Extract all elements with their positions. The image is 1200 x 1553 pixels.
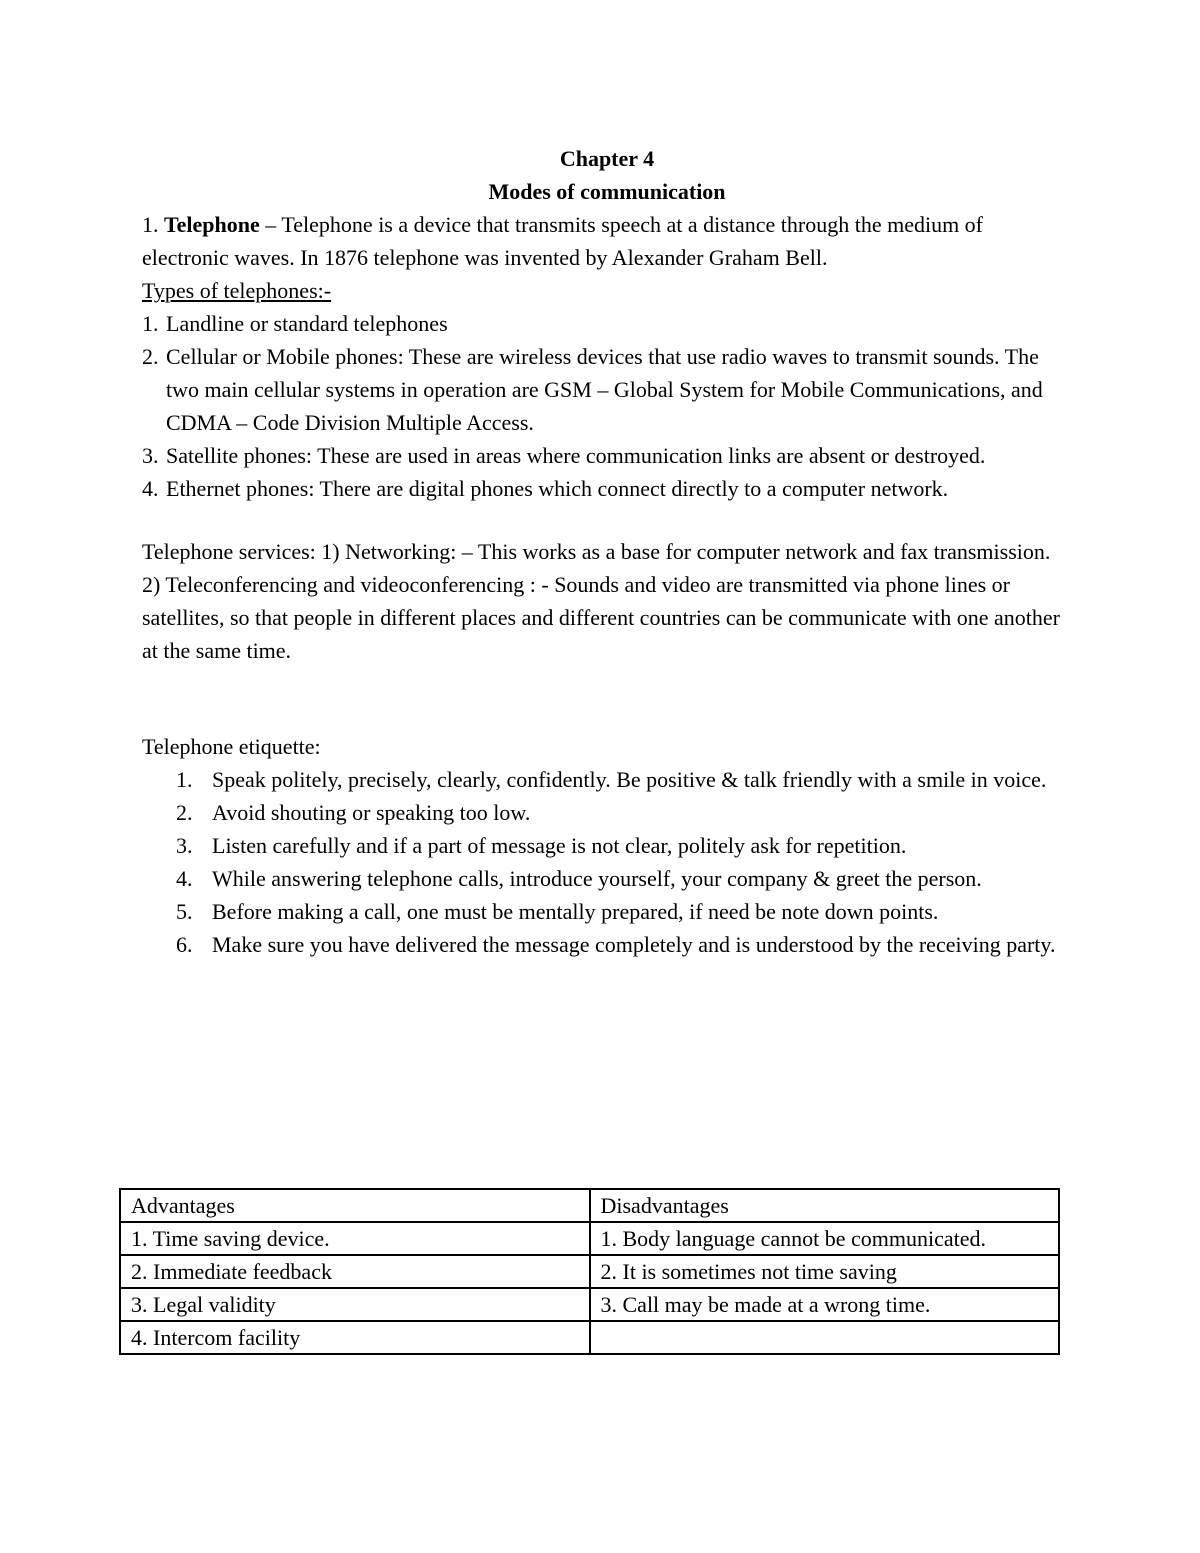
- table-header-cell: Disadvantages: [590, 1189, 1060, 1222]
- types-list: [142, 307, 1072, 505]
- table-cell: 2. Immediate feedback: [120, 1255, 590, 1288]
- table-cell: 3. Call may be made at a wrong time.: [590, 1288, 1060, 1321]
- document-body: [142, 142, 1072, 961]
- table-row: [120, 1255, 1059, 1288]
- list-item: [142, 307, 1072, 340]
- list-item-number: 3.: [142, 443, 159, 468]
- list-item-number: 1.: [176, 767, 193, 792]
- intro-paragraph: [142, 208, 1072, 274]
- table-cell: [590, 1321, 1060, 1354]
- list-item-number: 2.: [142, 344, 159, 369]
- list-item: [142, 829, 1072, 862]
- table-header-cell: Advantages: [120, 1189, 590, 1222]
- list-item: [142, 340, 1072, 439]
- list-item-text: While answering telephone calls, introduce yourself, your company & greet the person.: [212, 866, 982, 891]
- services-paragraph-1: Telephone services: 1) Networking: – This works as a base for computer network and fax transmission.: [142, 539, 1051, 564]
- spacer: [142, 505, 1072, 535]
- list-item-text: Satellite phones: These are used in areas where communication links are absent or destroyed.: [166, 443, 986, 468]
- list-item-number: 1.: [142, 311, 159, 336]
- list-item: [142, 796, 1072, 829]
- list-item-text: Ethernet phones: There are digital phones which connect directly to a computer network.: [166, 476, 949, 501]
- list-item-number: 2.: [176, 800, 193, 825]
- table-cell: 2. It is sometimes not time saving: [590, 1255, 1060, 1288]
- advantages-table: [119, 1188, 1060, 1355]
- intro-text: – Telephone is a device that transmits speech at a distance through the medium of electronic waves. In 1876 telephone was invented by Alexander Graham Bell.: [142, 212, 984, 270]
- intro-term: Telephone: [164, 212, 260, 237]
- table-cell: 1. Body language cannot be communicated.: [590, 1222, 1060, 1255]
- intro-number: 1.: [142, 212, 159, 237]
- list-item: [142, 439, 1072, 472]
- table-cell: 1. Time saving device.: [120, 1222, 590, 1255]
- page-title: Modes of communication: [488, 179, 726, 204]
- list-item: [142, 763, 1072, 796]
- list-item-number: 5.: [176, 899, 193, 924]
- spacer: [142, 667, 1072, 730]
- list-item: [142, 472, 1072, 505]
- list-item-text: Listen carefully and if a part of message is not clear, politely ask for repetition.: [212, 833, 907, 858]
- list-item-number: 3.: [176, 833, 193, 858]
- list-item: [142, 862, 1072, 895]
- etiquette-heading: Telephone etiquette:: [142, 734, 321, 759]
- etiquette-list: [142, 763, 1072, 961]
- list-item-text: Make sure you have delivered the message completely and is understood by the receiving party.: [212, 932, 1056, 957]
- table-row: [120, 1288, 1059, 1321]
- table-row: [120, 1222, 1059, 1255]
- list-item-text: Landline or standard telephones: [166, 311, 448, 336]
- list-item-text: Avoid shouting or speaking too low.: [212, 800, 531, 825]
- list-item: [142, 895, 1072, 928]
- types-heading: Types of telephones:-: [142, 278, 332, 303]
- list-item-text: Speak politely, precisely, clearly, confidently. Be positive & talk friendly with a smile in voice.: [212, 767, 1047, 792]
- list-item-number: 4.: [176, 866, 193, 891]
- table-header-row: [120, 1189, 1059, 1222]
- list-item: [142, 928, 1072, 961]
- table-cell: 4. Intercom facility: [120, 1321, 590, 1354]
- list-item-number: 6.: [176, 932, 193, 957]
- list-item-number: 4.: [142, 476, 159, 501]
- chapter-heading: Chapter 4: [559, 146, 655, 171]
- list-item-text: Cellular or Mobile phones: These are wireless devices that use radio waves to transmit sounds. The two main cellular systems in operation are GSM – Global System for Mobile Communications, and CDMA – Code Division Multiple Access.: [166, 344, 1043, 435]
- table-row: [120, 1321, 1059, 1354]
- table-cell: 3. Legal validity: [120, 1288, 590, 1321]
- list-item-text: Before making a call, one must be mentally prepared, if need be note down points.: [212, 899, 939, 924]
- services-paragraph-2: 2) Teleconferencing and videoconferencing : - Sounds and video are transmitted via phone lines or satellites, so that people in different places and different countries can be communicate with one another at the same time.: [142, 572, 1060, 663]
